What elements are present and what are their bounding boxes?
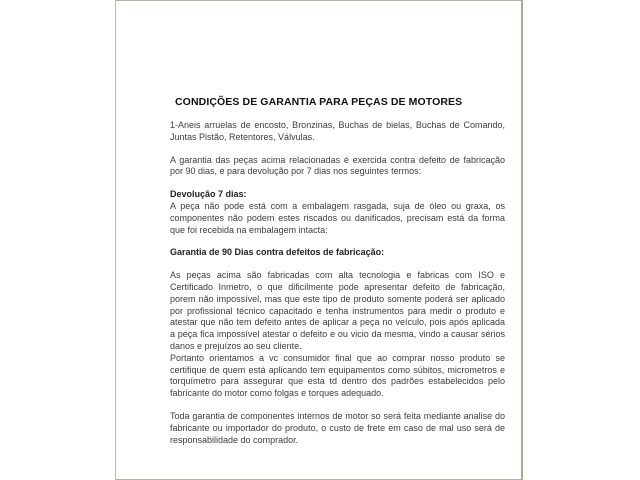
document-title: CONDIÇÕES DE GARANTIA PARA PEÇAS DE MOTORES — [175, 96, 463, 108]
warranty-intro-paragraph: A garantia das peças acima relacionadas é exercida contra defeito de fabricação por 90 dias, e para devolução por 7 dias nos seguintes termos: — [170, 154, 505, 177]
devolucao-terms-paragraph: A peça não pode está com a embalagem rasgada, suja de óleo ou graxa, os componentes não podem estes riscados ou danificados, precisam está da forma que foi recebida na embalagem intacta: — [170, 200, 505, 235]
heading-garantia-90-dias: Garantia de 90 Dias contra defeitos de fabricação: — [170, 247, 385, 258]
garantia-90-paragraph-1: As peças acima são fabricadas com alta tecnologia e fabricas com ISO e Certificado Inmetro, o que dificilmente pode apresentar defeito de fabricação, porem não impossível, mas que este tipo de produto somente poderá ser aplicado por profissional técnico capacitado e tenha instrumentos para medir o produto e atestar que não tem defeito antes de aplicar a peça no veículo, pois após aplicada a peça fica impossível atestar o defeito e ou vicio da mesma, vindo a causar sérios danos e prejuízos ao seu cliente. — [170, 270, 505, 351]
document-page — [115, 0, 523, 480]
final-note-paragraph: Toda garantia de componentes internos de motor so será feita mediante analise do fabricante ou importador do produto, o custo de frete em caso de mal uso será de responsabilidade do comprador. — [170, 410, 505, 445]
garantia-90-paragraph-2: Portanto orientamos a vc consumidor final que ao comprar nosso produto se certifique de quem está aplicando tem equipamentos como súbitos, micrometros e torquímetro para assegurar que esta td dentro dos padrões estabelecidos pelo fabricante do motor como folgas e torques adequado. — [170, 352, 505, 399]
heading-devolucao-7-dias: Devolução 7 dias: — [170, 189, 247, 200]
parts-list-paragraph: 1-Aneis arruelas de encosto, Bronzinas, Buchas de bielas, Buchas de Comando, Juntas Pistão, Retentores, Válvulas. — [170, 120, 505, 142]
